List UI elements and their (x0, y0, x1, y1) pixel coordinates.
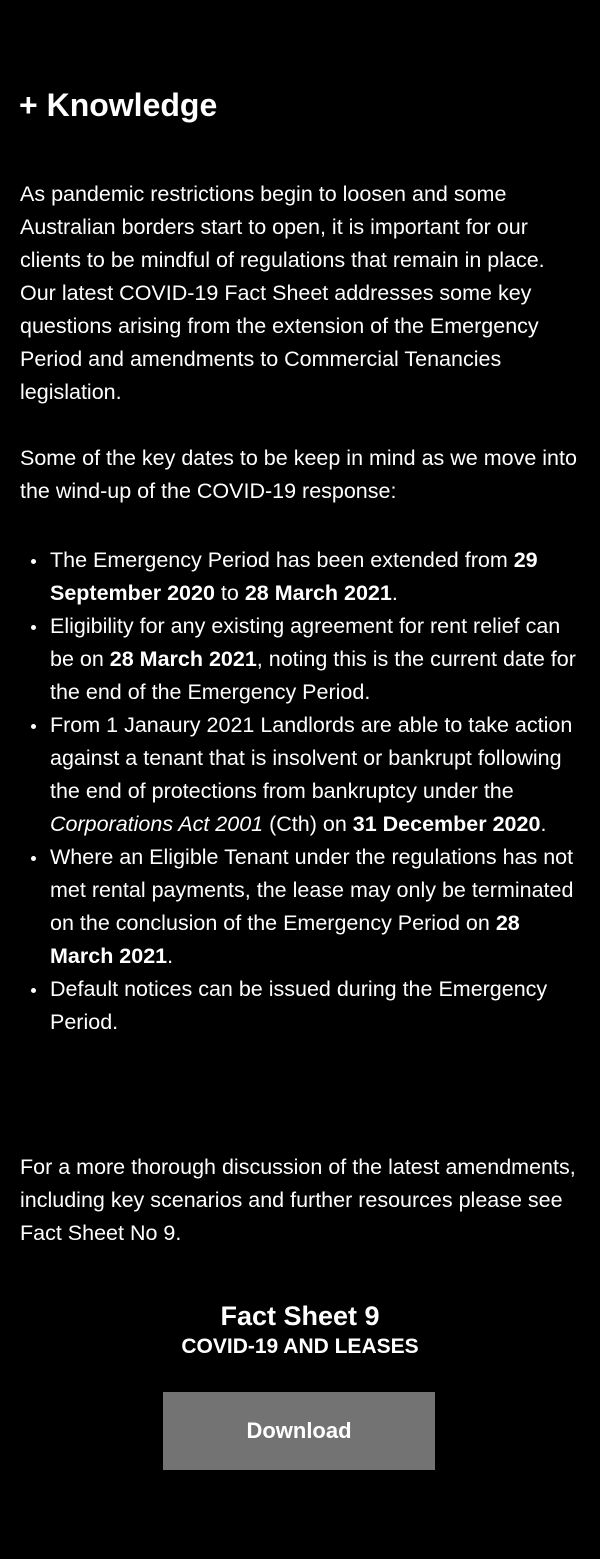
closing-paragraph: For a more thorough discussion of the latest amendments, including key scenarios and further resources please see Fact Sheet No 9. (20, 1155, 576, 1245)
intro-paragraph: As pandemic restrictions begin to loosen and some Australian borders start to open, it is important for our clients to be mindful of regulations that remain in place. Our latest COVID-19 Fact Sheet addresses some key questions arising from the extension of the Emergency Period and amendments to Commercial Tenancies legislation. (20, 182, 545, 404)
list-item: Where an Eligible Tenant under the regulations has not met rental payments, the lease may only be terminated on the conclusion of the Emergency Period on 28 March 2021. (20, 841, 582, 973)
list-item: From 1 Janaury 2021 Landlords are able to take action against a tenant that is insolvent or bankrupt following the end of protections from bankruptcy under the Corporations Act 2001 (Cth) on 31 December 2020. (20, 709, 582, 841)
list-item: Eligibility for any existing agreement for rent relief can be on 28 March 2021, noting this is the current date for the end of the Emergency Period. (20, 610, 582, 709)
fact-sheet-title: Fact Sheet 9 (220, 1301, 380, 1331)
fact-sheet-subtitle: COVID-19 AND LEASES (181, 1335, 419, 1358)
download-button[interactable]: Download (163, 1392, 435, 1470)
key-dates-list (20, 544, 582, 1039)
key-dates-intro: Some of the key dates to be keep in mind as we move into the wind-up of the COVID-19 response: (20, 446, 577, 503)
list-item: The Emergency Period has been extended from 29 September 2020 to 28 March 2021. (20, 544, 582, 610)
list-item: Default notices can be issued during the Emergency Period. (20, 973, 582, 1039)
page-title: + Knowledge (19, 87, 218, 123)
